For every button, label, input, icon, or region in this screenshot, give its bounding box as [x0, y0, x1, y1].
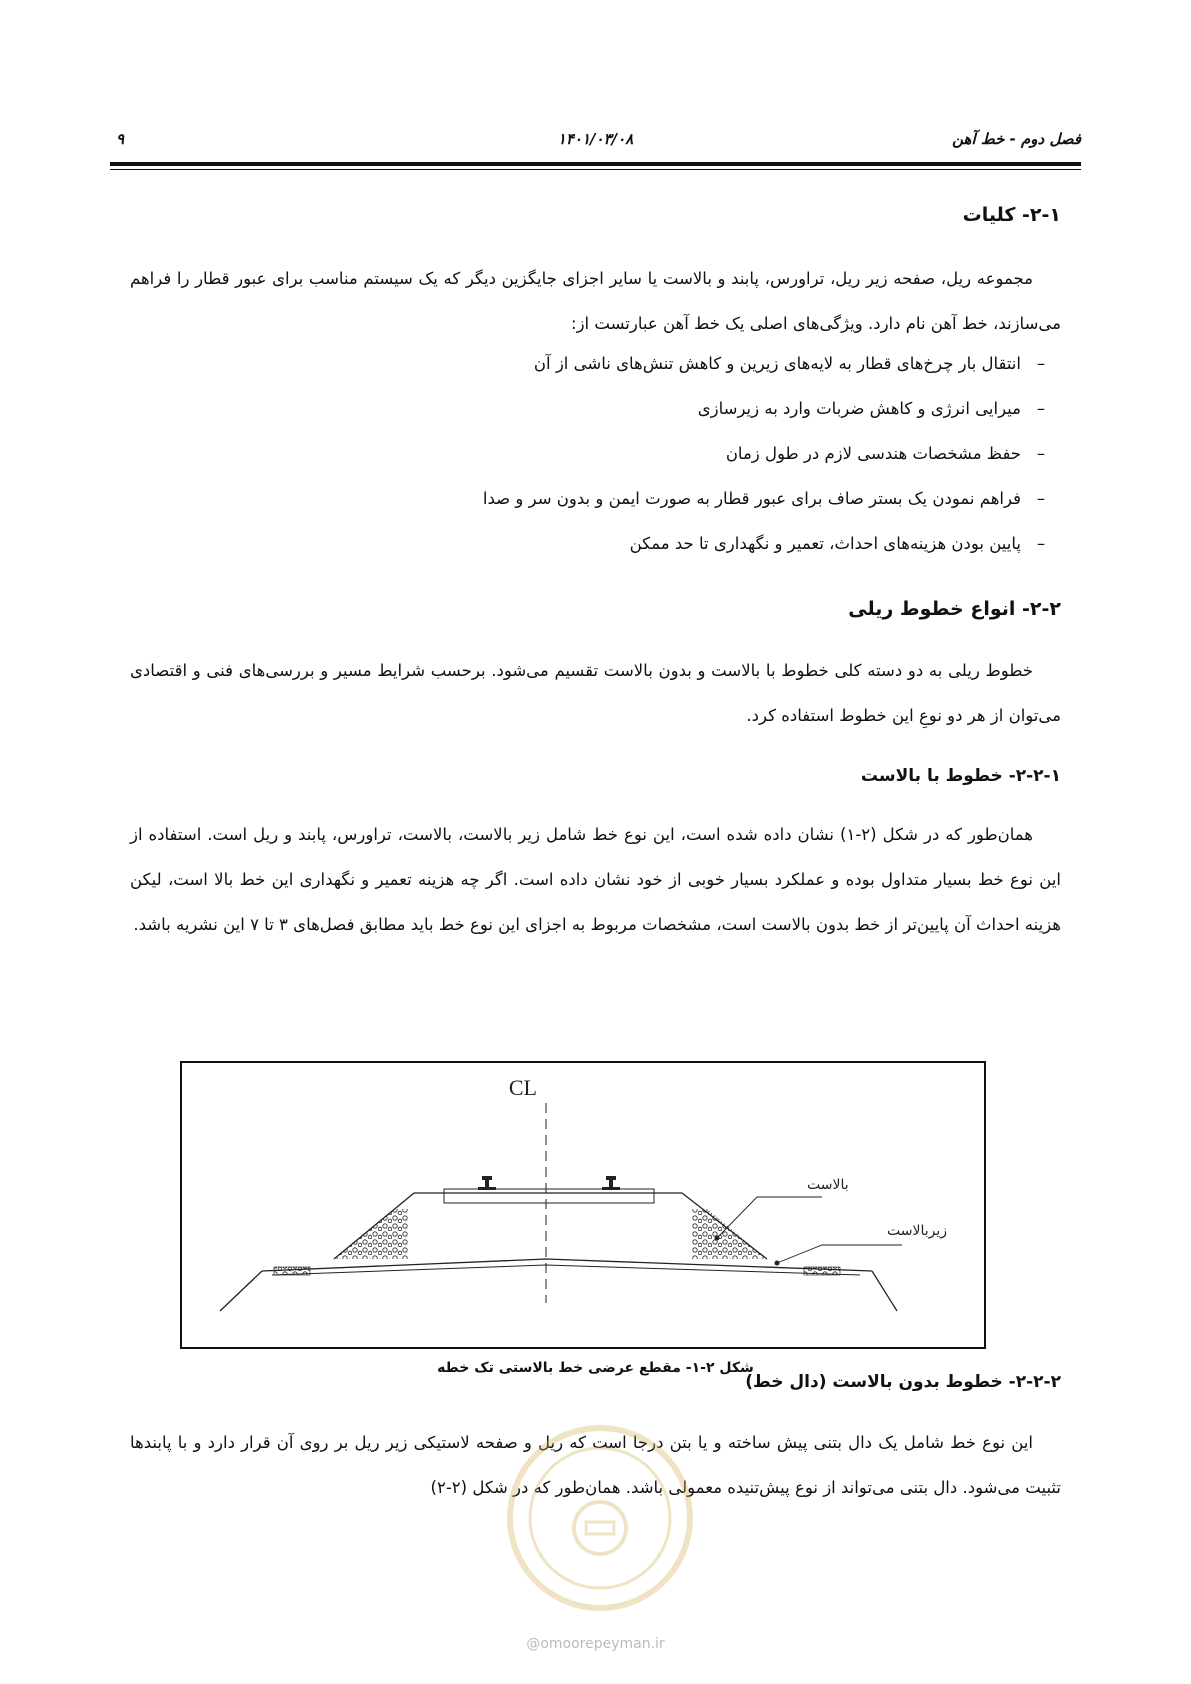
section-2-title: ۲-۲- انواع خطوط ریلی: [848, 598, 1061, 620]
centerline-label: CL: [508, 1075, 537, 1100]
list-item: –پایین بودن هزینه‌های احداث، تعمیر و نگهداری تا حد ممکن: [629, 534, 1046, 553]
features-list: [130, 341, 1061, 566]
subballast-top: [262, 1259, 872, 1271]
section-2-2-title: ۲-۲-۲- خطوط بدون بالاست (دال خط): [745, 1372, 1061, 1392]
embankment-slope-left: [220, 1271, 262, 1311]
ballast-shoulder-left: [334, 1209, 408, 1259]
section-1-paragraph: مجموعه ریل، صفحه زیر ریل، تراورس، پابند و بالاست یا سایر اجزای جایگزین دیگر که یک سیستم مناسب برای عبور قطار را فراهم می‌سازند، خط آهن نام دارد. ویژگی‌های اصلی یک خط آهن عبارتست از:: [130, 269, 1061, 333]
ballast-shoulder-right: [692, 1209, 767, 1259]
figure-caption: شکل ۲-۱- مقطع عرضی خط بالاستی تک خطه: [437, 1360, 754, 1376]
chapter-title: فصل دوم - خط آهن: [952, 130, 1081, 148]
sleeper: [444, 1189, 654, 1203]
section-2-paragraph: خطوط ریلی به دو دسته کلی خطوط با بالاست و بدون بالاست تقسیم می‌شود. برحسب شرایط مسیر و بررسی‌های فنی و اقتصادی می‌توان از هر دو نوعِ این خطوط استفاده کرد.: [130, 661, 1061, 725]
right-rail: [602, 1176, 620, 1190]
left-rail: [478, 1176, 496, 1190]
subballast-edge-left: [274, 1267, 310, 1275]
section-2-1-title: ۲-۲-۱- خطوط با بالاست: [860, 766, 1061, 786]
header-rule-thin: [110, 169, 1081, 170]
publication-date: ۱۴۰۱/۰۳/۰۸: [557, 130, 634, 148]
list-item: –انتقال بار چرخ‌های قطار به لایه‌های زیرین و کاهش تنش‌های ناشی از آن: [533, 354, 1046, 373]
watermark-site: @omoorepeyman.ir: [526, 1636, 665, 1652]
watermark-seal: [500, 1418, 700, 1618]
subballast-leader: [777, 1245, 902, 1263]
section-2-1-paragraph: همان‌طور که در شکل (۲-۱) نشان داده شده است، این نوع خط شامل زیر بالاست، بالاست، تراورس، پابند و ریل است. استفاده از این نوع خط بسیار متداول بوده و عملکرد بسیار خوبی از خود نشان داده است. اگر چه هزینه تعمیر و نگهداری این خط بالا است، لیکن هزینه احداث آن پایین‌تر از خط بدون بالاست است، مشخصات مربوط به اجزای این نوع خط باید مطابق فصل‌های ۳ تا ۷ این نشریه باشد.: [130, 825, 1061, 934]
section-2-2-paragraph: این نوع خط شامل یک دال بتنی پیش ساخته و یا بتن درجا است که ریل و صفحه لاستیکی زیر ریل بر روی آن قرار دارد و با پابندها تثبیت می‌شود. دال بتنی می‌تواند از نوع پیش‌تنیده معمولی باشد. همان‌طور که در شکل (۲-۲): [130, 1433, 1061, 1497]
list-item: –فراهم نمودن یک بستر صاف برای عبور قطار به صورت ایمن و بدون سر و صدا: [482, 489, 1046, 508]
ballast-label: بالاست: [807, 1177, 849, 1193]
list-item: –حفظ مشخصات هندسی لازم در طول زمان: [725, 444, 1046, 463]
subballast-label: زیربالاست: [887, 1223, 948, 1239]
embankment-slope-right: [872, 1271, 897, 1311]
list-item: –میرایی انرژی و کاهش ضربات وارد به زیرسازی: [697, 399, 1046, 418]
header-rule-thick: [110, 162, 1081, 166]
section-1-title: ۲-۱- کلیات: [962, 204, 1061, 226]
ballasted-track-figure: [180, 1061, 986, 1349]
page-number: ۹: [116, 130, 125, 148]
track-cross-section-drawing: [182, 1063, 988, 1351]
page-header: [110, 130, 1081, 154]
subballast-edge-right: [804, 1267, 840, 1275]
